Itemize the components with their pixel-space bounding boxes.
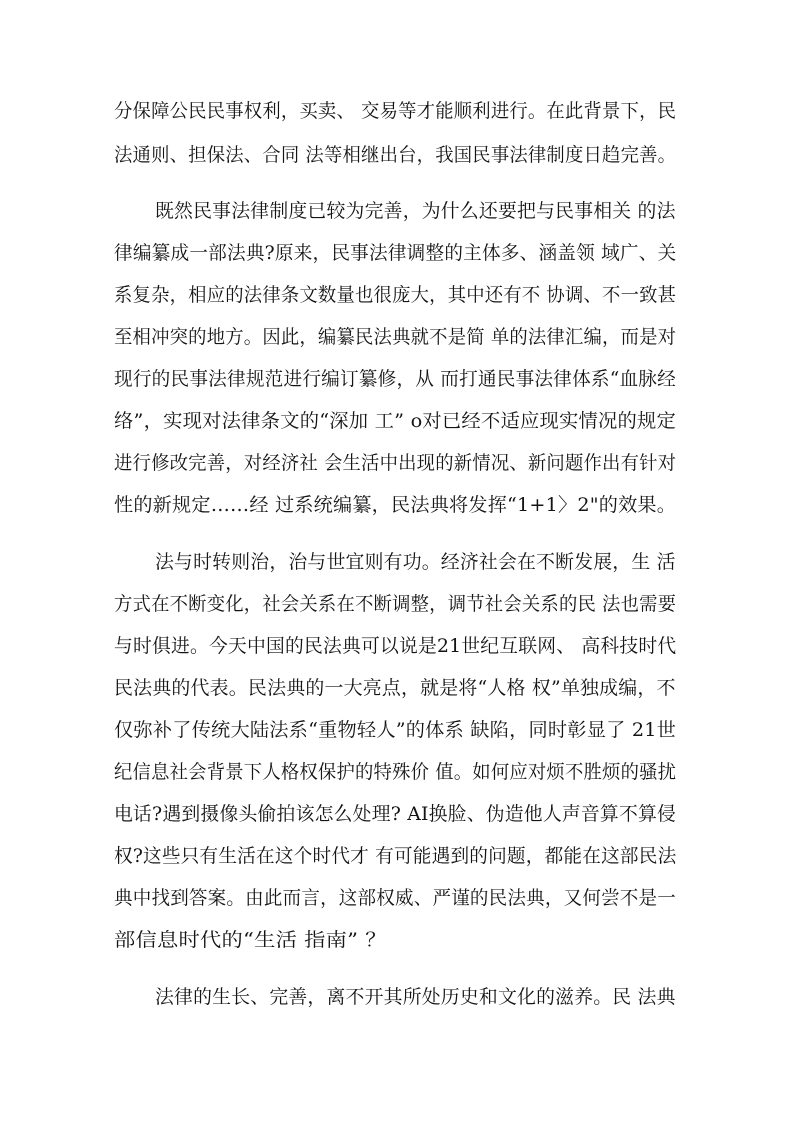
text-line: 分保障公民民事权利，买卖、 交易等才能顺利进行。在此背景下，民 <box>114 100 677 122</box>
text-line: 民法典的代表。民法典的一大亮点，就是将“人格 权”单独成编，不 <box>114 677 676 699</box>
text-line: 典中找到答案。由此而言，这部权威、严谨的民法典，又何尝不是一 <box>114 887 677 909</box>
text-line: 系复杂，相应的法律条文数量也很庞大，其中还有不 协调、不一致甚 <box>114 284 677 306</box>
text-line: 部信息时代的“生活 指南” ？ <box>114 929 387 951</box>
text-line: 既然民事法律制度已较为完善，为什么还要把与民事相关 的法 <box>155 200 676 222</box>
text-line: 法律的生长、完善，离不开其所处历史和文化的滋养。民 法典 <box>155 986 676 1008</box>
text-line: 络”，实现对法律条文的“深加 工” o对已经不适应现实情况的规定 <box>114 410 677 432</box>
text-line: 至相冲突的地方。因此，编纂民法典就不是简 单的法律汇编，而是对 <box>114 326 677 348</box>
text-line: 权?这些只有生活在这个时代才 有可能遇到的问题，都能在这部民法 <box>114 845 677 867</box>
text-line: 电话?遇到摄像头偷拍该怎么处理? AI换脸、伪造他人声音算不算侵 <box>114 803 677 825</box>
text-line: 纪信息社会背景下人格权保护的特殊价 值。如何应对烦不胜烦的骚扰 <box>114 761 677 783</box>
text-line: 法与时转则治，治与世宜则有功。经济社会在不断发展，生 活 <box>155 551 676 573</box>
text-line: 现行的民事法律规范进行编订纂修，从 而打通民事法律体系“血脉经 <box>114 368 676 390</box>
text-line: 方式在不断变化，社会关系在不断调整，调节社会关系的民 法也需要 <box>114 593 677 615</box>
text-line: 法通则、担保法、合同 法等相继出台，我国民事法律制度日趋完善。 <box>114 144 677 166</box>
text-line: 仅弥补了传统大陆法系“重物轻人”的体系 缺陷，同时彰显了 21世 <box>114 719 677 741</box>
text-line: 律编纂成一部法典?原来，民事法律调整的主体多、涵盖领 域广、关 <box>114 242 677 264</box>
text-line: 与时俱进。今天中国的民法典可以说是21世纪互联网、 高科技时代 <box>114 635 677 657</box>
text-line: 进行修改完善，对经济社 会生活中出现的新情况、新问题作出有针对 <box>114 452 677 474</box>
text-line: 性的新规定……经 过系统编纂，民法典将发挥“1+1〉2"的效果。 <box>114 494 677 516</box>
